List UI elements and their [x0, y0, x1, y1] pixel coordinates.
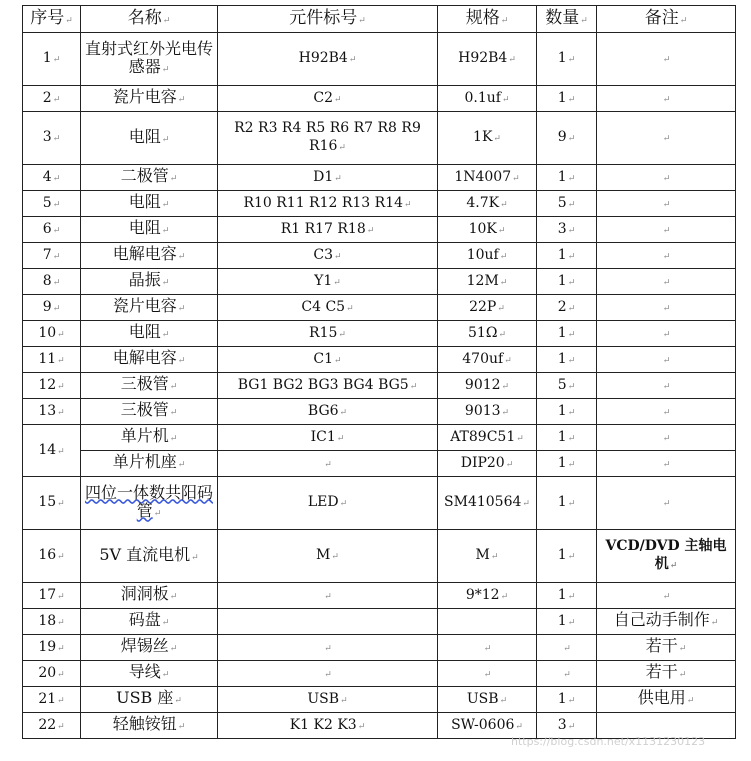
cell-ref: USB↵ [218, 687, 438, 713]
cell-qty: 5↵ [537, 191, 597, 217]
cell-note: ↵ [597, 112, 736, 165]
cell-note: VCD/DVD 主轴电机↵ [597, 530, 736, 583]
cell-qty: 3↵ [537, 217, 597, 243]
cell-spec: DIP20↵ [438, 451, 537, 477]
cell-ref: C1↵ [218, 347, 438, 373]
table-row [23, 86, 736, 112]
cell-no: 12↵ [23, 373, 81, 399]
cell-ref: C4 C5↵ [218, 295, 438, 321]
table-row [23, 269, 736, 295]
cell-name: 单片机座↵ [81, 451, 218, 477]
cell-qty: 1↵ [537, 477, 597, 530]
cell-name: 晶振↵ [81, 269, 218, 295]
table-row [23, 33, 736, 86]
cell-note: ↵ [597, 191, 736, 217]
cell-no: 6↵ [23, 217, 81, 243]
cell-note: ↵ [597, 86, 736, 112]
bom-table [22, 5, 736, 739]
table-row [23, 243, 736, 269]
cell-spec: 51Ω↵ [438, 321, 537, 347]
cell-qty: 9↵ [537, 112, 597, 165]
cell-name: 二极管↵ [81, 165, 218, 191]
cell-name: 5V 直流电机↵ [81, 530, 218, 583]
cell-ref: ↵ [218, 661, 438, 687]
table-row [23, 373, 736, 399]
table-row [23, 609, 736, 635]
cell-ref: BG1 BG2 BG3 BG4 BG5↵ [218, 373, 438, 399]
table-row [23, 687, 736, 713]
cell-no: 8↵ [23, 269, 81, 295]
cell-note: ↵ [597, 425, 736, 451]
cell-note: ↵ [597, 33, 736, 86]
header-qty: 数量↵ [537, 6, 597, 33]
cell-spec: 4.7K↵ [438, 191, 537, 217]
cell-ref [218, 609, 438, 635]
cell-ref: LED↵ [218, 477, 438, 530]
cell-ref: ↵ [218, 635, 438, 661]
cell-qty: 1↵ [537, 321, 597, 347]
cell-note: 若干↵ [597, 635, 736, 661]
cell-name: 轻触铵钮↵ [81, 713, 218, 739]
cell-qty: ↵ [537, 661, 597, 687]
cell-name: 四位一体数共阳码管↵ [81, 477, 218, 530]
cell-spec: 9013↵ [438, 399, 537, 425]
table-row [23, 217, 736, 243]
cell-note: 若干↵ [597, 661, 736, 687]
cell-spec: SM410564↵ [438, 477, 537, 530]
table-row [23, 112, 736, 165]
table-row [23, 530, 736, 583]
table-row [23, 635, 736, 661]
cell-name: 电解电容↵ [81, 347, 218, 373]
cell-ref: ↵ [218, 451, 438, 477]
cell-ref: Y1↵ [218, 269, 438, 295]
cell-qty: 2↵ [537, 295, 597, 321]
cell-no: 15↵ [23, 477, 81, 530]
table-row [23, 477, 736, 530]
cell-name: 单片机↵ [81, 425, 218, 451]
cell-spec: 1K↵ [438, 112, 537, 165]
header-name: 名称↵ [81, 6, 218, 33]
cell-no: 14↵ [23, 425, 81, 477]
cell-ref: ↵ [218, 583, 438, 609]
cell-note: ↵ [597, 373, 736, 399]
cell-name: 瓷片电容↵ [81, 86, 218, 112]
cell-ref: R10 R11 R12 R13 R14↵ [218, 191, 438, 217]
cell-note: ↵ [597, 451, 736, 477]
cell-no: 9↵ [23, 295, 81, 321]
cell-qty: 1↵ [537, 583, 597, 609]
cell-no: 2↵ [23, 86, 81, 112]
cell-name: 电解电容↵ [81, 243, 218, 269]
cell-spec: 12M↵ [438, 269, 537, 295]
cell-qty: 1↵ [537, 33, 597, 86]
cell-spec: 9012↵ [438, 373, 537, 399]
cell-ref: M↵ [218, 530, 438, 583]
cell-qty: 5↵ [537, 373, 597, 399]
cell-name: USB 座↵ [81, 687, 218, 713]
cell-no: 19↵ [23, 635, 81, 661]
cell-no: 17↵ [23, 583, 81, 609]
cell-spec: ↵ [438, 661, 537, 687]
cell-note: ↵ [597, 321, 736, 347]
cell-qty: 1↵ [537, 269, 597, 295]
table-row [23, 425, 736, 451]
cell-name: 电阻↵ [81, 112, 218, 165]
cell-ref: C2↵ [218, 86, 438, 112]
cell-qty: ↵ [537, 635, 597, 661]
cell-qty: 1↵ [537, 451, 597, 477]
cell-spec: M↵ [438, 530, 537, 583]
header-note: 备注↵ [597, 6, 736, 33]
table-row [23, 321, 736, 347]
cell-spec: 22P↵ [438, 295, 537, 321]
cell-spec: SW-0606↵ [438, 713, 537, 739]
cell-qty: 1↵ [537, 86, 597, 112]
cell-name: 直射式红外光电传感器↵ [81, 33, 218, 86]
table-row [23, 295, 736, 321]
table-row [23, 661, 736, 687]
cell-spec: 9*12↵ [438, 583, 537, 609]
cell-note: 自己动手制作↵ [597, 609, 736, 635]
cell-note: ↵ [597, 399, 736, 425]
cell-spec: 10uf↵ [438, 243, 537, 269]
cell-note: ↵ [597, 243, 736, 269]
cell-no: 4↵ [23, 165, 81, 191]
cell-ref: C3↵ [218, 243, 438, 269]
table-row [23, 347, 736, 373]
cell-ref: R15↵ [218, 321, 438, 347]
cell-no: 7↵ [23, 243, 81, 269]
cell-no: 16↵ [23, 530, 81, 583]
header-ref: 元件标号↵ [218, 6, 438, 33]
cell-qty: 3↵ [537, 713, 597, 739]
cell-spec [438, 609, 537, 635]
cell-name: 电阻↵ [81, 191, 218, 217]
cell-qty: 1↵ [537, 425, 597, 451]
cell-qty: 1↵ [537, 347, 597, 373]
header-spec: 规格↵ [438, 6, 537, 33]
cell-no: 1↵ [23, 33, 81, 86]
cell-name: 三极管↵ [81, 399, 218, 425]
cell-no: 22↵ [23, 713, 81, 739]
cell-name: 导线↵ [81, 661, 218, 687]
table-row [23, 451, 736, 477]
cell-ref: K1 K2 K3↵ [218, 713, 438, 739]
cell-qty: 1↵ [537, 687, 597, 713]
watermark: https://blog.csdn.net/x1131230123 [511, 735, 706, 748]
cell-note: ↵ [597, 217, 736, 243]
table-row [23, 583, 736, 609]
cell-name: 瓷片电容↵ [81, 295, 218, 321]
cell-qty: 1↵ [537, 165, 597, 191]
cell-ref: D1↵ [218, 165, 438, 191]
cell-ref: R1 R17 R18↵ [218, 217, 438, 243]
cell-name: 三极管↵ [81, 373, 218, 399]
cell-name: 电阻↵ [81, 217, 218, 243]
cell-spec: 1N4007↵ [438, 165, 537, 191]
cell-name: 电阻↵ [81, 321, 218, 347]
cell-name: 焊锡丝↵ [81, 635, 218, 661]
cell-ref: IC1↵ [218, 425, 438, 451]
cell-no: 10↵ [23, 321, 81, 347]
cell-no: 3↵ [23, 112, 81, 165]
cell-ref: H92B4↵ [218, 33, 438, 86]
cell-no: 11↵ [23, 347, 81, 373]
table-row [23, 165, 736, 191]
cell-note: ↵ [597, 269, 736, 295]
cell-spec: H92B4↵ [438, 33, 537, 86]
cell-no: 13↵ [23, 399, 81, 425]
cell-spec: 0.1uf↵ [438, 86, 537, 112]
cell-note: ↵ [597, 295, 736, 321]
cell-qty: 1↵ [537, 530, 597, 583]
cell-no: 20↵ [23, 661, 81, 687]
cell-qty: 1↵ [537, 243, 597, 269]
cell-name: 洞洞板↵ [81, 583, 218, 609]
table-row [23, 191, 736, 217]
header-row [23, 6, 736, 33]
cell-note: ↵ [597, 477, 736, 530]
cell-note: 供电用↵ [597, 687, 736, 713]
table-row [23, 399, 736, 425]
cell-ref: BG6↵ [218, 399, 438, 425]
cell-name: 码盘↵ [81, 609, 218, 635]
cell-no: 5↵ [23, 191, 81, 217]
cell-spec: 470uf↵ [438, 347, 537, 373]
cell-spec: USB↵ [438, 687, 537, 713]
cell-qty: 1↵ [537, 399, 597, 425]
cell-note: ↵ [597, 583, 736, 609]
cell-qty: 1↵ [537, 609, 597, 635]
cell-note: ↵ [597, 347, 736, 373]
cell-note: ↵ [597, 165, 736, 191]
cell-no: 18↵ [23, 609, 81, 635]
cell-ref: R2 R3 R4 R5 R6 R7 R8 R9 R16↵ [218, 112, 438, 165]
cell-no: 21↵ [23, 687, 81, 713]
cell-spec: ↵ [438, 635, 537, 661]
cell-spec: 10K↵ [438, 217, 537, 243]
header-no: 序号↵ [23, 6, 81, 33]
cell-spec: AT89C51↵ [438, 425, 537, 451]
